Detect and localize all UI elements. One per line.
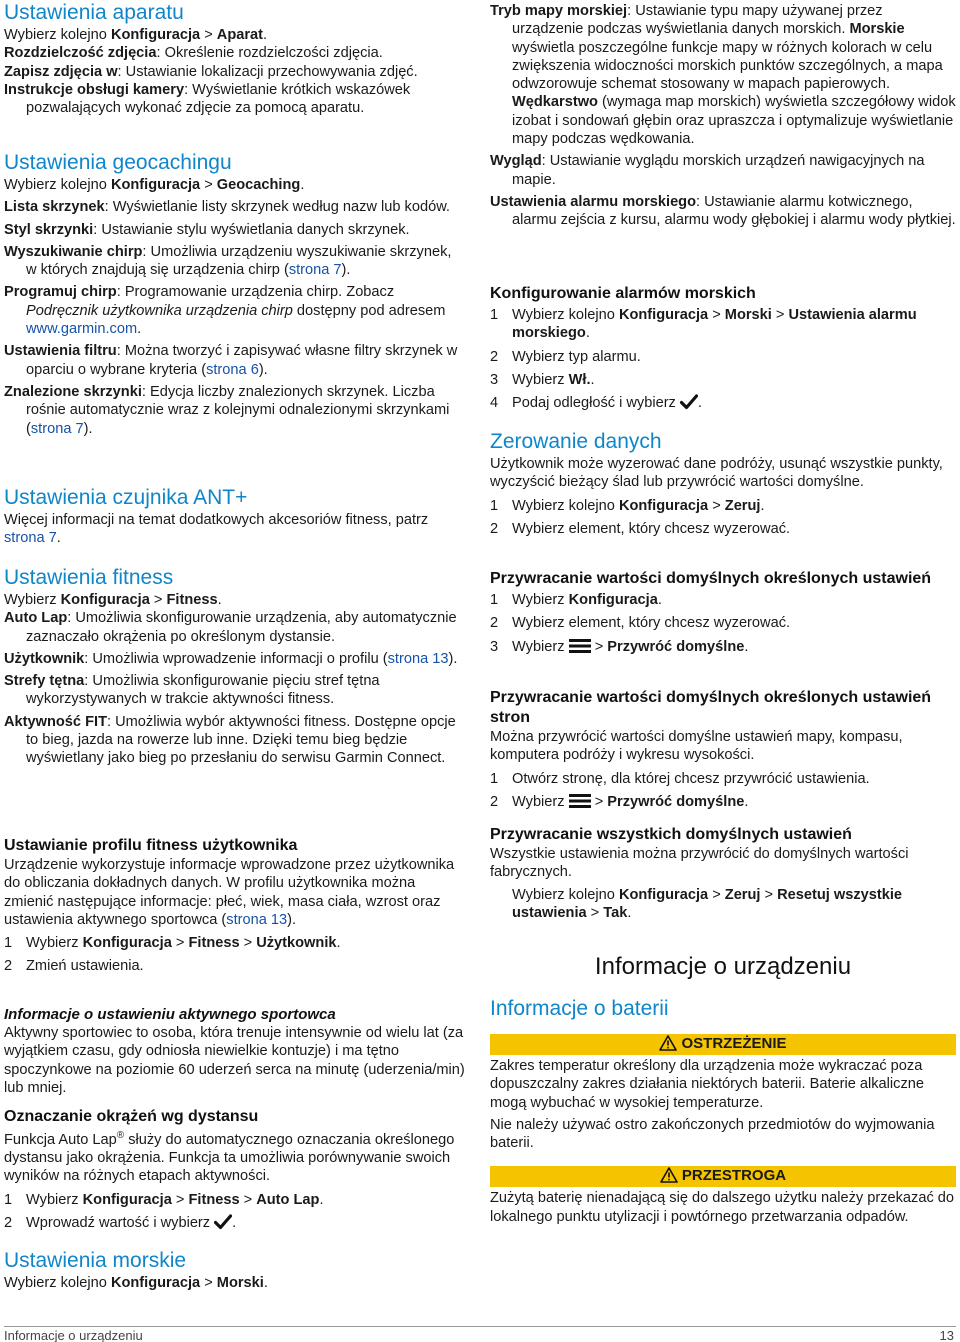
nav-text: Wybierz [4, 592, 61, 608]
ant-text [4, 511, 466, 548]
desc: : Ustawianie stylu wyświetlania danych skrzynek. [93, 221, 410, 238]
step-text: Zmień ustawienia. [26, 958, 144, 975]
term: Programuj chirp [4, 284, 117, 301]
restore-all-heading: Przywracanie wszystkich domyślnych ustawień [490, 826, 852, 843]
fitness-section [4, 565, 466, 768]
menu-icon [569, 638, 591, 659]
nav-bold: Konfiguracja [110, 27, 201, 43]
geo-nav [4, 176, 466, 194]
nav-bold: Fitness [166, 592, 218, 608]
step-number: 2 [4, 958, 13, 975]
nav-end: . [263, 27, 268, 43]
alarms-step-4 [490, 394, 956, 415]
nav-sep: > [239, 935, 257, 952]
desc: Urządzenie wykorzystuje informacje wprowadzone przez użytkownika do obliczania dokładnych danych. W profilu użytkownika można zmienić następujące informacje: płeć, wiek, masa ciała, wzrost oraz ustawienia aktywnego sportowca ( [4, 857, 455, 928]
step-number: 2 [490, 348, 499, 365]
warning-triangle-icon [660, 1167, 678, 1183]
desc-end: ). [448, 650, 458, 667]
menu-name: Wł. [568, 371, 591, 388]
desc: : Umożliwia skonfigurowanie urządzenia, aby automatycznie zaznaczało okrążenia po określonym dystansie. [26, 610, 457, 645]
desc: : Umożliwia wprowadzenie informacji o profilu ( [84, 650, 388, 667]
term: Morskie [849, 21, 905, 38]
desc-end: . [56, 530, 61, 547]
warning-label: OSTRZEŻENIE [681, 1035, 787, 1052]
step-text: Wybierz kolejno [512, 497, 619, 514]
menu-name: Konfiguracja [82, 1191, 172, 1208]
step-text: Otwórz stronę, dla której chcesz przywrócić ustawienia. [512, 770, 870, 787]
term: Instrukcje obsługi kamery [4, 81, 185, 98]
caution-text: Zużytą baterię nienadającą się do dalszego użytku należy przekazać do lokalnego punktu utylizacji i powtórnego przetwarzania odpadów. [490, 1190, 955, 1225]
warning-triangle-icon [659, 1035, 677, 1051]
desc: wyświetla poszczególne funkcje mapy w różnych kolorach w celu zwiększenia widoczności morskich punktów szczególnych, a mapa odwzorowuje schemat stosowany w mapach papierowych. [512, 39, 943, 93]
step-number: 2 [490, 520, 499, 537]
profile-step-2 [4, 957, 466, 975]
fitness-hr-item [4, 672, 466, 709]
step-text: Wybierz element, który chcesz wyzerować. [512, 615, 791, 632]
camera-save-item [4, 63, 466, 81]
desc: : Ustawianie wyglądu morskich urządzeń nawigacyjnych na mapie. [512, 153, 925, 188]
step-text: Wybierz [26, 1191, 83, 1208]
geo-program-item [4, 283, 466, 338]
step-number: 1 [4, 935, 13, 952]
reset-step-1 [490, 497, 956, 515]
restore-all-section [490, 825, 956, 922]
menu-icon [569, 793, 591, 814]
step-text: Wybierz element, który chcesz wyzerować. [512, 520, 791, 537]
term: Tryb mapy morskiej [490, 3, 628, 19]
athlete-text: Aktywny sportowiec to osoba, która trenuje intensywnie od wielu lat (za wyjątkiem czasu, gdy odniosła niewielkie kontuzje) i ma tętno spoczynkowe na poziomie 60 uderzeń serca na minutę (uderzenia/min) lub mniej. [4, 1025, 465, 1096]
desc: : Ustawianie typu mapy używanej przez urządzenie podczas wyświetlania danych morskich. [512, 3, 883, 38]
fitness-nav [4, 591, 466, 609]
menu-name: Konfiguracja [618, 307, 709, 323]
step-text: Wprowadź wartość i wybierz [26, 1215, 215, 1232]
step-end: . [336, 935, 341, 952]
geo-chirp-item [4, 243, 466, 280]
restore-pages-heading: Przywracanie wartości domyślnych określonych ustawień stron [490, 689, 932, 726]
desc: : Wyświetlanie krótkich wskazówek pozwalających wykonać zdjęcie za pomocą aparatu. [26, 81, 411, 117]
nav-end: . [217, 592, 222, 608]
nav-sep: > [708, 497, 725, 514]
page-link[interactable]: strona 7 [4, 530, 57, 547]
nav-sep: > [708, 307, 725, 323]
marine-section [4, 1248, 466, 1292]
term: Wyszukiwanie chirp [4, 243, 143, 260]
page-link[interactable]: strona 7 [30, 420, 84, 437]
caution-bar [490, 1166, 956, 1187]
nav-sep: > [239, 1191, 257, 1208]
step-number: 2 [490, 615, 499, 632]
term: Auto Lap [4, 610, 68, 627]
menu-name: Konfiguracja [618, 497, 709, 514]
battery-section [490, 996, 956, 1226]
step-text: Wybierz [26, 935, 83, 952]
desc-end: ). [341, 262, 351, 279]
device-info-chapter [490, 952, 956, 982]
checkmark-icon [214, 1214, 232, 1235]
warning-bar [490, 1034, 956, 1055]
desc: (wymaga map morskich) wyświetla szczegółowy widok izobat i sondowań głębin oraz upraszcza i optymalizuje wyświetlanie mapy podczas wędkowania. [512, 94, 956, 148]
restore-pages-step-1 [490, 770, 956, 788]
step-number: 3 [490, 638, 499, 655]
restore-all-text: Wszystkie ustawienia można przywrócić do domyślnych wartości fabrycznych. [490, 846, 909, 881]
menu-name: Konfiguracja [82, 935, 172, 952]
term: Styl skrzynki [4, 221, 94, 238]
fitness-autolap-item [4, 609, 466, 646]
term: Znalezione skrzynki [4, 383, 142, 400]
restore-pages-text: Można przywrócić wartości domyślne ustawień mapy, kompasu, komputera podróży i wykresu wysokości. [490, 729, 903, 764]
restore-defaults-heading: Przywracanie wartości domyślnych określonych ustawień [490, 570, 932, 587]
desc: : Wyświetlanie listy skrzynek według nazw lub kodów. [104, 199, 450, 216]
nav-text: Wybierz kolejno [4, 177, 111, 193]
desc: służy do automatycznego oznaczania określonego dystansu jako okrążenia. Funkcja ta umożliwia porównywanie swoich wyników na różnych etapach aktywności. [4, 1131, 455, 1185]
step-text: Wybierz kolejno [512, 886, 619, 903]
ant-section [4, 485, 466, 548]
restore-pages-step-2 [490, 793, 956, 814]
nav-bold: Konfiguracja [60, 592, 150, 608]
nav-sep: > [149, 592, 167, 608]
distance-step-2 [4, 1214, 466, 1235]
menu-name: Resetuj wszystkie ustawienia [512, 886, 903, 921]
menu-name: Zeruj [724, 497, 761, 514]
menu-name: Fitness [188, 1191, 240, 1208]
step-text: Wybierz typ alarmu. [512, 348, 641, 365]
device-info-heading: Informacje o urządzeniu [594, 953, 852, 980]
term: Ustawienia alarmu morskiego [490, 193, 697, 210]
nav-text: Wybierz kolejno [4, 27, 111, 43]
marine-alarm-item [490, 193, 956, 230]
step-number: 3 [490, 371, 499, 388]
step-end: . [760, 497, 765, 514]
alarms-step-3 [490, 371, 956, 389]
reset-data-section [490, 429, 956, 538]
battery-heading: Informacje o baterii [490, 997, 669, 1020]
page-link[interactable]: strona 13 [387, 650, 449, 667]
menu-name: Przywróć domyślne [607, 793, 745, 810]
term: Wygląd [490, 153, 542, 170]
restore-all-nav [490, 886, 956, 923]
profile-section [4, 836, 466, 976]
alarms-step-2 [490, 348, 956, 366]
desc: : Umożliwia skonfigurowanie pięciu stref tętna wykorzystywanych w trakcie aktywności fitness. [26, 673, 380, 708]
page-link[interactable]: strona 7 [288, 262, 342, 279]
step-number: 4 [490, 395, 499, 412]
reset-data-text: Użytkownik może wyzerować dane podróży, usunąć wszystkie punkty, wyczyścić bieżący ślad lub przywrócić wartości domyślne. [490, 456, 943, 491]
step-end: . [319, 1191, 324, 1208]
nav-sep: > [771, 307, 789, 323]
step-text: Wybierz [512, 638, 569, 655]
web-link[interactable]: www.garmin.com [26, 321, 138, 338]
profile-heading: Ustawianie profilu fitness użytkownika [4, 837, 298, 854]
term: Wędkarstwo [512, 94, 598, 111]
menu-name: Ustawienia alarmu morskiego [512, 307, 917, 342]
camera-settings-section [4, 0, 466, 117]
step-text: Wybierz [512, 793, 569, 810]
step-text: Podaj odległość i wybierz [512, 395, 680, 412]
camera-resolution-item [4, 44, 466, 62]
nav-sep: > [590, 793, 608, 810]
nav-sep: > [586, 904, 604, 921]
step-text: Wybierz [512, 371, 569, 388]
alarms-step-1 [490, 306, 956, 343]
distance-step-1 [4, 1191, 466, 1209]
nav-sep: > [760, 886, 778, 903]
desc: dostępny pod adresem [292, 302, 446, 319]
nav-bold: Geocaching [216, 177, 301, 193]
checkmark-icon [680, 394, 698, 415]
marine-nav [4, 1274, 466, 1292]
profile-step-1 [4, 934, 466, 952]
ant-heading: Ustawienia czujnika ANT+ [4, 486, 248, 509]
geo-list-item [4, 198, 466, 216]
geocaching-section [4, 150, 466, 438]
step-number: 1 [4, 1191, 13, 1208]
desc-end: ). [258, 361, 268, 378]
nav-text: Wybierz kolejno [4, 1275, 111, 1291]
reset-step-2 [490, 520, 956, 538]
reset-data-heading: Zerowanie danych [490, 430, 662, 453]
step-number: 1 [490, 307, 499, 323]
athlete-heading: Informacje o ustawieniu aktywnego sportowca [4, 1006, 336, 1023]
restore-step-1 [490, 591, 956, 609]
athlete-section [4, 1005, 466, 1097]
term: Zapisz zdjęcia w [4, 63, 118, 80]
step-number: 1 [490, 592, 499, 608]
caution-label: PRZESTROGA [681, 1167, 787, 1185]
desc: Więcej informacji na temat dodatkowych akcesoriów fitness, patrz [4, 512, 429, 528]
term: Lista skrzynek [4, 199, 105, 216]
nav-end: . [263, 1275, 268, 1291]
distance-lap-text [4, 1127, 466, 1186]
menu-name: Użytkownik [256, 935, 337, 952]
restore-defaults-section [490, 569, 956, 659]
step-end: . [744, 638, 749, 655]
page-link[interactable]: strona 6 [206, 361, 259, 378]
menu-name: Konfiguracja [568, 592, 658, 608]
restore-step-2 [490, 614, 956, 632]
step-end: . [744, 793, 749, 810]
fitness-fit-item [4, 713, 466, 768]
nav-end: . [300, 177, 305, 193]
marine-map-mode-item [490, 2, 956, 148]
fitness-user-item [4, 650, 466, 668]
step-text: Wybierz [512, 592, 569, 608]
nav-sep: > [200, 1275, 217, 1291]
nav-sep: > [171, 935, 189, 952]
page-number: 13 [939, 1328, 954, 1342]
page-footer [4, 1326, 956, 1342]
nav-bold: Morski [216, 1275, 264, 1291]
term: Strefy tętna [4, 673, 85, 690]
desc-end: ). [287, 911, 297, 928]
menu-name: Przywróć domyślne [607, 638, 745, 655]
term: Użytkownik [4, 650, 85, 667]
desc: : Określenie rozdzielczości zdjęcia. [156, 45, 383, 62]
geocaching-heading: Ustawienia geocachingu [4, 151, 232, 174]
nav-bold: Konfiguracja [110, 1275, 201, 1291]
manual-title: Podręcznik użytkownika urządzenia chirp [26, 302, 293, 319]
nav-sep: > [200, 27, 217, 43]
step-number: 2 [4, 1215, 13, 1232]
menu-name: Konfiguracja [618, 886, 709, 903]
nav-sep: > [708, 886, 725, 903]
menu-name: Fitness [188, 935, 240, 952]
page-link[interactable]: strona 13 [226, 911, 288, 928]
nav-bold: Konfiguracja [110, 177, 201, 193]
nav-sep: > [590, 638, 608, 655]
fitness-heading: Ustawienia fitness [4, 566, 174, 589]
step-end: . [232, 1215, 237, 1232]
step-number: 2 [490, 793, 499, 810]
menu-name: Tak [603, 904, 628, 921]
distance-lap-section [4, 1107, 466, 1235]
step-text: Wybierz kolejno [512, 307, 619, 323]
geo-found-item [4, 383, 466, 438]
desc: Funkcja Auto Lap [4, 1131, 117, 1148]
warning-text-1: Zakres temperatur określony dla urządzenia może wykraczać poza dopuszczalny zakres działania niektórych baterii. Baterie alkaliczne mogą wybuchać w wysokiej temperaturze. [490, 1058, 924, 1111]
camera-instructions-item [4, 81, 466, 118]
desc: : Ustawianie alarmu kotwicznego, alarmu zejścia z kursu, alarmu wody głębokiej i alarmu wody płytkiej. [512, 193, 956, 229]
menu-name: Zeruj [724, 886, 761, 903]
desc: : Ustawianie lokalizacji przechowywania zdjęć. [117, 63, 418, 80]
step-end: . [697, 395, 702, 412]
menu-name: Morski [724, 307, 772, 323]
term: Rozdzielczość zdjęcia [4, 45, 157, 62]
marine-heading: Ustawienia morskie [4, 1249, 187, 1272]
step-end: . [590, 371, 595, 388]
desc-end: ). [83, 420, 93, 437]
restore-pages-section [490, 688, 956, 814]
registered-mark: ® [116, 1130, 125, 1141]
step-end: . [657, 592, 662, 608]
marine-alarms-section [490, 284, 956, 415]
desc: : Można tworzyć i zapisywać własne filtry skrzynek w oparciu o wybrane kryteria ( [26, 343, 458, 378]
marine-alarms-heading: Konfigurowanie alarmów morskich [490, 285, 756, 302]
restore-step-3 [490, 638, 956, 659]
marine-settings-list [490, 2, 956, 230]
nav-bold: Aparat [216, 27, 264, 43]
camera-nav [4, 26, 466, 44]
step-number: 1 [490, 497, 499, 514]
nav-sep: > [171, 1191, 189, 1208]
desc: : Edycja liczby znalezionych skrzynek. Liczba rośnie automatycznie wraz z kolejnymi odnalezionymi skrzynkami ( [26, 383, 450, 437]
term: Aktywność FIT [4, 713, 107, 730]
footer-section-title: Informacje o urządzeniu [4, 1328, 143, 1342]
step-number: 1 [490, 770, 499, 787]
camera-settings-heading: Ustawienia aparatu [4, 1, 184, 24]
distance-lap-heading: Oznaczanie okrążeń wg dystansu [4, 1108, 259, 1125]
desc-end: . [137, 321, 142, 338]
step-end: . [585, 325, 590, 342]
geo-style-item [4, 221, 466, 239]
nav-sep: > [200, 177, 217, 193]
desc: : Umożliwia wybór aktywności fitness. Dostępne opcje to bieg, jazda na rowerze lub inne. Dzięki temu bieg będzie wyświetlany jako bieg po przesłaniu do serwisu Garmin Connect. [26, 713, 456, 767]
menu-name: Auto Lap [256, 1191, 320, 1208]
marine-look-item [490, 152, 956, 189]
step-end: . [627, 904, 632, 921]
desc: : Programowanie urządzenia chirp. Zobacz [116, 284, 395, 301]
term: Ustawienia filtru [4, 343, 117, 360]
desc: : Umożliwia urządzeniu wyszukiwanie skrzynek, w których znajdują się urządzenia chirp ( [26, 243, 452, 279]
warning-text-2: Nie należy używać ostro zakończonych przedmiotów do wyjmowania baterii. [490, 1116, 935, 1152]
geo-filter-item [4, 342, 466, 379]
profile-text [4, 856, 466, 929]
